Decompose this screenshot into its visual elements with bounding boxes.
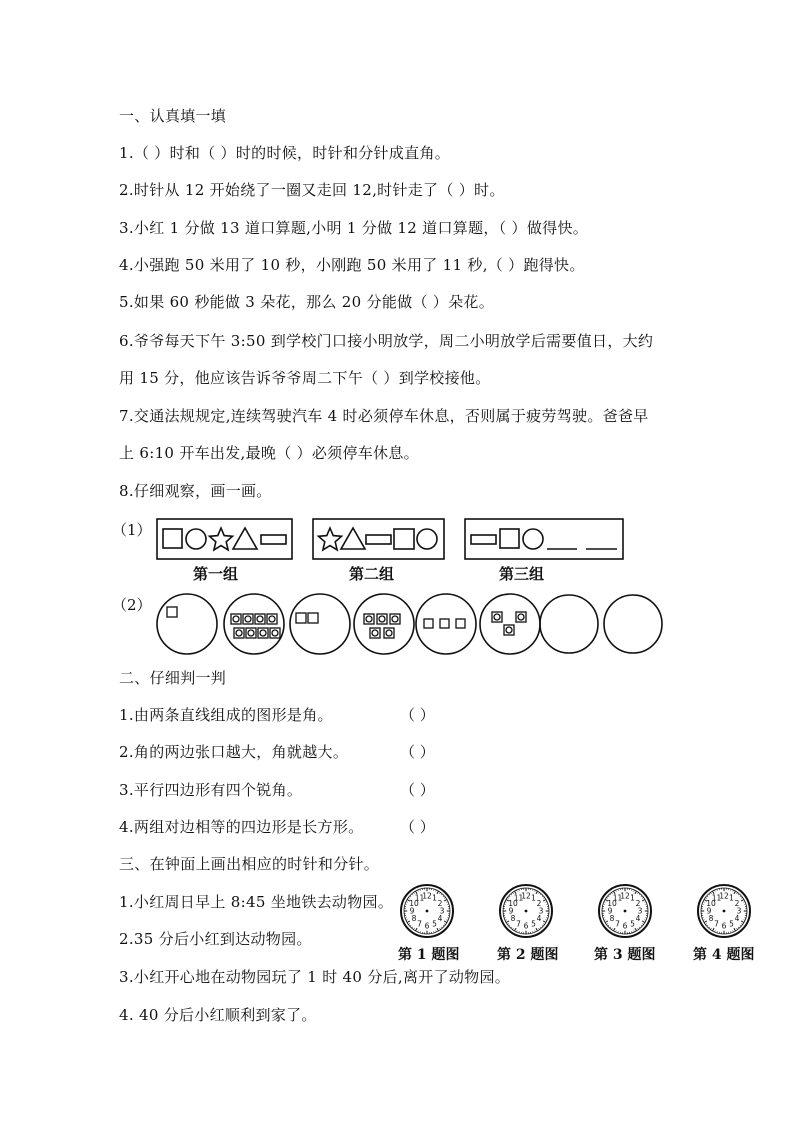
part-2-label: （2） [112,596,152,614]
clock-number: 6 [424,921,430,931]
section1-title: 一、认真填一填 [119,107,227,125]
clock-number: 10 [409,899,419,909]
circle-6 [480,594,540,654]
question-3: 3.小红 1 分做 13 道口算题,小明 1 分做 12 道口算题，（ ）做得快。 [119,219,589,237]
clock-caption-3: 第 3 题图 [594,947,656,963]
clock-number: 11 [612,893,623,903]
judge-item-4: 4.两组对边相等的四边形是长方形。 [119,818,364,836]
clock-caption-1: 第 1 题图 [398,947,460,963]
question-8: 8.仔细观察，画一画。 [119,482,272,500]
clock-number: 12 [422,891,432,901]
circle-8-empty[interactable] [604,595,662,653]
clock-number: 3 [736,906,742,916]
section3-title: 三、在钟面上画出相应的时针和分针。 [119,855,380,873]
answer-paren-2[interactable]: （ ） [400,743,435,761]
section2-title: 二、仔细判一判 [119,669,227,687]
clock-task-2: 2.35 分后小红到达动物园。 [119,930,312,948]
rectangle-shape [471,535,496,544]
clock-number: 5 [432,919,437,929]
square-shape [394,529,414,549]
boxed-circle-group [231,614,280,638]
group-2-caption: 第二组 [349,565,395,583]
square-mark [308,613,318,623]
clock-number: 1 [630,893,635,903]
clock-number: 5 [531,919,536,929]
clock-number: 3 [637,906,643,916]
group-3-box [465,519,623,559]
clock-number: 7 [615,919,620,929]
clock-number: 2 [536,899,542,909]
clock-number: 10 [607,899,617,909]
star-shape [319,528,342,550]
star-shape [210,528,233,550]
group-1-box [157,519,292,559]
clock-task-4: 4. 40 分后小红顺利到家了。 [119,1006,317,1024]
question-7-line2: 上 6:10 开车出发,最晚（ ）必须停车休息。 [119,444,419,462]
question-7-line1: 7.交通法规规定,连续驾驶汽车 4 时必须停车休息，否则属于疲劳驾驶。爸爸早 [119,407,649,425]
group-1-caption: 第一组 [193,565,239,583]
triangle-shape [341,528,365,549]
answer-paren-1[interactable]: （ ） [400,706,435,724]
clock-number: 12 [521,891,531,901]
clock-number: 10 [508,899,518,909]
clock-number: 1 [729,893,734,903]
boxed-circle-group [364,614,400,638]
boxed-circle-group [492,612,526,635]
question-6-line1: 6.爷爷每天下午 3:50 到学校门口接小明放学，周二小明放学后需要值日，大约 [119,332,654,350]
square-mark [296,613,306,623]
clock-number: 1 [531,893,536,903]
square-shape [500,529,519,548]
part-1-label: （1） [112,521,152,539]
clock-number: 10 [706,899,716,909]
clock-task-1: 1.小红周日早上 8:45 坐地铁去动物园。 [119,893,394,911]
clock-number: 12 [719,891,729,901]
question-5: 5.如果 60 秒能做 3 朵花，那么 20 分能做（ ）朵花。 [119,293,495,311]
clock-number: 2 [437,899,443,909]
clock-number: 12 [620,891,630,901]
judge-item-2: 2.角的两边张口越大，角就越大。 [119,743,349,761]
clock-number: 7 [714,919,719,929]
clock-caption-4: 第 4 题图 [693,947,755,963]
clock-face-4[interactable] [698,885,750,937]
triangle-shape [233,528,257,549]
rectangle-shape [261,535,286,544]
square-mark [167,607,177,617]
rectangle-shape [366,535,391,544]
clock-number: 2 [734,899,740,909]
clock-number: 9 [409,906,415,916]
clock-number: 5 [729,919,734,929]
judge-item-1: 1.由两条直线组成的图形是角。 [119,706,333,724]
clock-number: 11 [414,893,425,903]
clock-number: 4 [536,914,542,924]
clock-number: 11 [513,893,524,903]
clock-caption-2: 第 2 题图 [497,947,559,963]
circle-shape [186,529,206,549]
circle-shape [523,529,543,549]
clock-number: 7 [516,919,521,929]
group-3-caption: 第三组 [499,565,545,583]
square-mark [424,619,433,628]
clock-number: 7 [417,919,422,929]
circle-shape [417,529,437,549]
circle-3 [290,594,350,654]
question-4: 4.小强跑 50 米用了 10 秒，小刚跑 50 米用了 11 秒,（ ）跑得快。 [119,256,585,274]
square-shape [163,529,182,548]
clock-face-3[interactable] [599,885,651,937]
clock-number: 5 [630,919,635,929]
answer-paren-4[interactable]: （ ） [400,818,435,836]
circle-1 [157,594,217,654]
question-2: 2.时针从 12 开始绕了一圈又走回 12,时针走了（ ）时。 [119,181,505,199]
question-6-line2: 用 15 分，他应该告诉爷爷周二下午（ ）到学校接他。 [119,369,491,387]
clock-number: 1 [432,893,437,903]
group-2-box [313,519,444,559]
clock-number: 11 [711,893,722,903]
clock-number: 8 [609,914,615,924]
clock-number: 6 [721,921,727,931]
clock-number: 6 [622,921,628,931]
clock-number: 2 [635,899,641,909]
clock-number: 4 [734,914,740,924]
clock-number: 6 [523,921,529,931]
clock-face-1[interactable] [401,885,453,937]
judge-item-3: 3.平行四边形有四个锐角。 [119,781,303,799]
clock-number: 4 [635,914,641,924]
square-mark [440,619,449,628]
clock-number: 8 [411,914,417,924]
clock-number: 9 [607,906,613,916]
clock-number: 3 [538,906,544,916]
clock-number: 3 [439,906,445,916]
circle-5 [416,594,476,654]
clock-number: 8 [510,914,516,924]
clock-face-2[interactable] [500,885,552,937]
circle-7-empty[interactable] [540,595,598,653]
answer-paren-3[interactable]: （ ） [400,781,435,799]
square-mark [456,619,465,628]
clock-number: 9 [706,906,712,916]
clock-task-3: 3.小红开心地在动物园玩了 1 时 40 分后,离开了动物园。 [119,968,511,986]
clock-number: 4 [437,914,443,924]
question-1: 1.（ ）时和（ ）时的时候，时针和分针成直角。 [119,144,451,162]
clock-number: 9 [508,906,514,916]
clock-number: 8 [708,914,714,924]
